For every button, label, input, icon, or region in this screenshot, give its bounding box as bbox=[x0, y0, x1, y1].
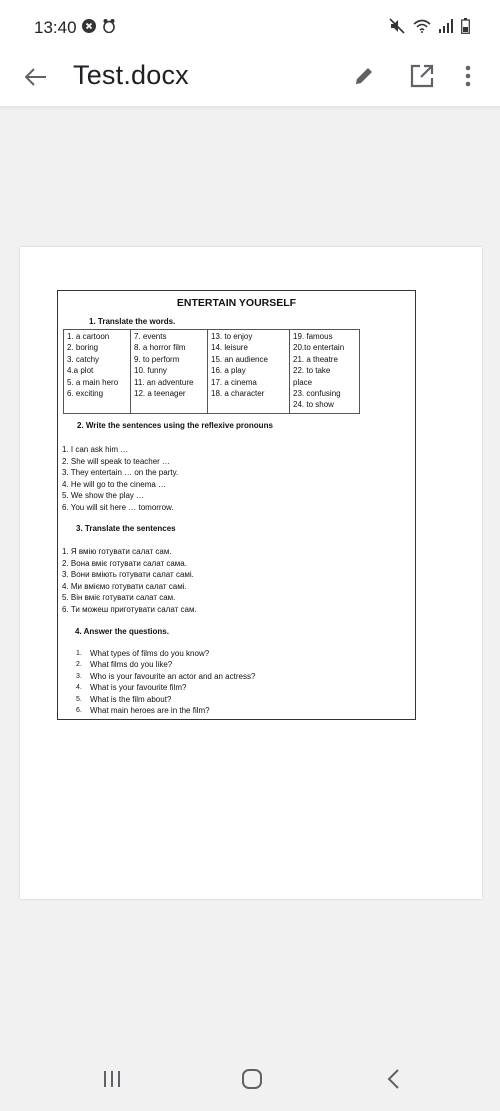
back-icon bbox=[386, 1068, 400, 1095]
question-number: 4. bbox=[76, 684, 82, 692]
list-item bbox=[76, 705, 255, 716]
list-item: 3. Вони вміють готувати салат самі. bbox=[62, 570, 194, 579]
open-external-icon bbox=[410, 64, 434, 93]
words-column-4: 19. famous 20.to entertain 21. a theatre 22. to take place 23. confusing 24. to show bbox=[290, 330, 360, 414]
home-button[interactable] bbox=[240, 1069, 264, 1093]
section-3-list bbox=[62, 546, 197, 615]
list-item: 6. Ти можеш приготувати салат сам. bbox=[62, 604, 197, 614]
list-item bbox=[76, 648, 255, 659]
nav-back-button[interactable] bbox=[383, 1069, 403, 1093]
open-in-button[interactable] bbox=[406, 62, 438, 94]
words-table bbox=[63, 329, 360, 414]
question-number: 5. bbox=[76, 695, 82, 703]
list-item bbox=[76, 682, 255, 693]
recents-icon bbox=[102, 1070, 122, 1093]
question-number: 1. bbox=[76, 650, 82, 657]
recents-button[interactable] bbox=[101, 1071, 123, 1091]
list-item: 6. You will sit here … tomorrow. bbox=[62, 502, 174, 512]
words-column-1: 1. a cartoon 2. boring 3. catchy 4.a plot 5. a main hero 6. exciting bbox=[64, 330, 131, 414]
list-item bbox=[76, 694, 255, 705]
app-bar bbox=[0, 52, 500, 106]
bear-icon bbox=[102, 18, 116, 38]
app-bar-shadow bbox=[0, 106, 500, 110]
list-item: 2. Вона вміє готувати салат сама. bbox=[62, 558, 187, 568]
close-circle-icon bbox=[82, 19, 96, 38]
question-text: Who is your favourite an actor and an actress? bbox=[90, 671, 256, 681]
question-text: What types of films do you know? bbox=[90, 649, 210, 658]
document-page[interactable] bbox=[20, 247, 482, 899]
back-arrow-icon bbox=[25, 68, 47, 91]
more-options-button[interactable] bbox=[456, 62, 480, 94]
section-1-heading: 1. Translate the words. bbox=[89, 317, 176, 326]
question-text: What films do you like? bbox=[90, 660, 173, 670]
more-vert-icon bbox=[465, 65, 471, 92]
edit-button[interactable] bbox=[348, 62, 380, 94]
question-text: What is the film about? bbox=[90, 694, 172, 704]
list-item: 3. They entertain … on the party. bbox=[62, 468, 179, 477]
question-text: What is your favourite film? bbox=[90, 683, 187, 693]
navigation-bar bbox=[0, 1051, 500, 1111]
section-4-heading: 4. Answer the questions. bbox=[75, 627, 169, 636]
section-2-heading: 2. Write the sentences using the reflexive pronouns bbox=[77, 421, 273, 430]
status-icons-left bbox=[82, 18, 116, 38]
list-item: 1. Я вмію готувати салат сам. bbox=[62, 547, 172, 556]
home-icon bbox=[241, 1068, 263, 1095]
status-bar bbox=[0, 0, 500, 52]
question-number: 2. bbox=[76, 661, 82, 669]
status-time: 13:40 bbox=[34, 18, 77, 37]
list-item: 4. He will go to the cinema … bbox=[62, 479, 167, 489]
list-item: 1. I can ask him … bbox=[62, 445, 129, 454]
section-2-list bbox=[62, 444, 178, 513]
list-item bbox=[76, 671, 255, 682]
words-column-2: 7. events 8. a horror film 9. to perform 10. funny 11. an adventure 12. a teenager bbox=[131, 330, 208, 414]
document-title: Test.docx bbox=[73, 60, 189, 90]
signal-icon bbox=[439, 19, 453, 38]
section-4-list bbox=[76, 648, 255, 716]
list-item: 5. Він вміє готувати салат сам. bbox=[62, 593, 176, 602]
worksheet-title: ENTERTAIN YOURSELF bbox=[176, 297, 297, 309]
question-number: 3. bbox=[76, 672, 82, 680]
mute-icon bbox=[389, 18, 405, 39]
battery-icon bbox=[461, 18, 470, 39]
section-3-heading: 3. Translate the sentences bbox=[76, 524, 176, 533]
list-item: 4. Ми вміємо готувати салат самі. bbox=[62, 581, 187, 591]
list-item: 2. She will speak to teacher … bbox=[62, 456, 171, 466]
wifi-icon bbox=[413, 19, 431, 38]
list-item bbox=[76, 659, 255, 670]
words-column-3: 13. to enjoy 14. leisure 15. an audience 16. a play 17. a cinema 18. a character bbox=[208, 330, 290, 414]
list-item: 5. We show the play … bbox=[62, 491, 145, 500]
pencil-icon bbox=[353, 65, 375, 92]
back-button[interactable] bbox=[20, 64, 52, 94]
question-text: What main heroes are in the film? bbox=[90, 706, 210, 716]
question-number: 6. bbox=[76, 707, 82, 715]
status-icons-right bbox=[389, 18, 470, 39]
document-frame bbox=[57, 290, 416, 720]
